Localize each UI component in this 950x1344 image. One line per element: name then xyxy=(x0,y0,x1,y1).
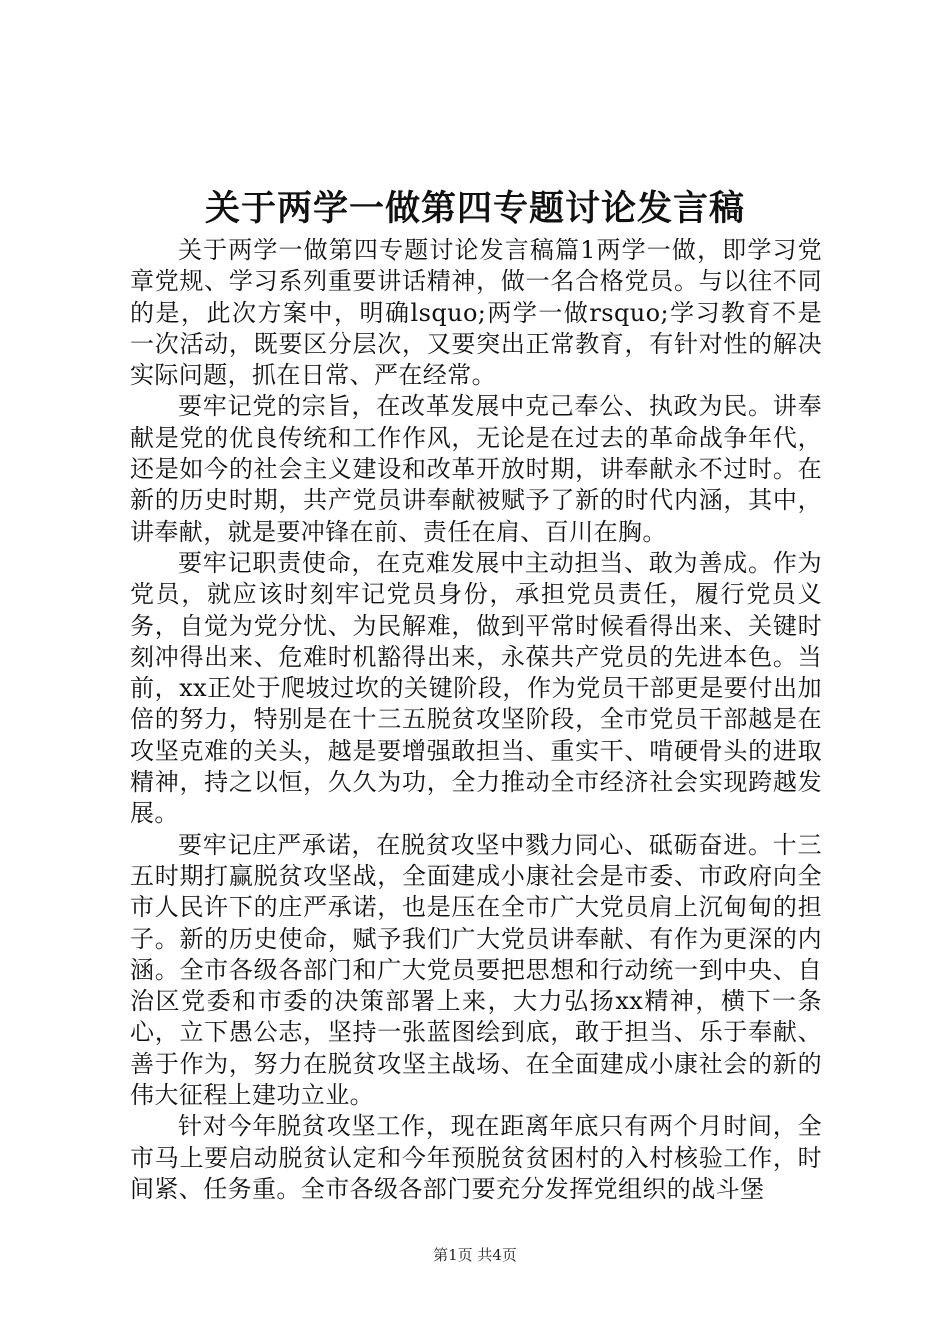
body-paragraph-2: 要牢记党的宗旨，在改革发展中克己奉公、执政为民。讲奉献是党的优良传统和工作作风，无论是在过去的革命战争年代，还是如今的社会主义建设和改革开放时期，讲奉献永不过时。在新的历史时期，共产党员讲奉献被赋予了新的时代内涵，其中，讲奉献，就是要冲锋在前、责任在肩、百川在胸。 xyxy=(130,392,822,546)
page-number-footer: 第1页 共4页 xyxy=(433,1246,517,1264)
document-title: 关于两学一做第四专题讨论发言稿 xyxy=(204,189,745,229)
document-body xyxy=(130,235,822,1205)
body-paragraph-4: 要牢记庄严承诺，在脱贫攻坚中戮力同心、砥砺奋进。十三五时期打赢脱贫攻坚战，全面建成小康社会是市委、市政府向全市人民许下的庄严承诺，也是压在全市广大党员肩上沉甸甸的担子。新的历史使命，赋予我们广大党员讲奉献、有作为更深的内涵。全市各级各部门和广大党员要把思想和行动统一到中央、自治区党委和市委的决策部署上来，大力弘扬xx精神，横下一条心，立下愚公志，坚持一张蓝图绘到底，敢于担当、乐于奉献、善于作为，努力在脱贫攻坚主战场、在全面建成小康社会的新的伟大征程上建功立业。 xyxy=(130,830,822,1110)
body-paragraph-5: 针对今年脱贫攻坚工作，现在距离年底只有两个月时间，全市马上要启动脱贫认定和今年预脱贫贫困村的入村核验工作，时间紧、任务重。全市各级各部门要充分发挥党组织的战斗堡 xyxy=(130,1112,822,1203)
body-paragraph-1: 关于两学一做第四专题讨论发言稿篇1两学一做，即学习党章党规、学习系列重要讲话精神，做一名合格党员。与以往不同的是，此次方案中，明确lsquo;两学一做rsquo;学习教育不是一次活动，既要区分层次，又要突出正常教育，有针对性的解决实际问题，抓在日常、严在经常。 xyxy=(130,236,822,390)
body-paragraph-3: 要牢记职责使命，在克难发展中主动担当、敢为善成。作为党员，就应该时刻牢记党员身份，承担党员责任，履行党员义务，自觉为党分忧、为民解难，做到平常时候看得出来、关键时刻冲得出来、危难时机豁得出来，永葆共产党员的先进本色。当前，xx正处于爬坡过坎的关键阶段，作为党员干部更是要付出加倍的努力，特别是在十三五脱贫攻坚阶段，全市党员干部越是在攻坚克难的关头，越是要增强敢担当、重实干、啃硬骨头的进取精神，持之以恒，久久为功，全力推动全市经济社会实现跨越发展。 xyxy=(130,548,822,828)
